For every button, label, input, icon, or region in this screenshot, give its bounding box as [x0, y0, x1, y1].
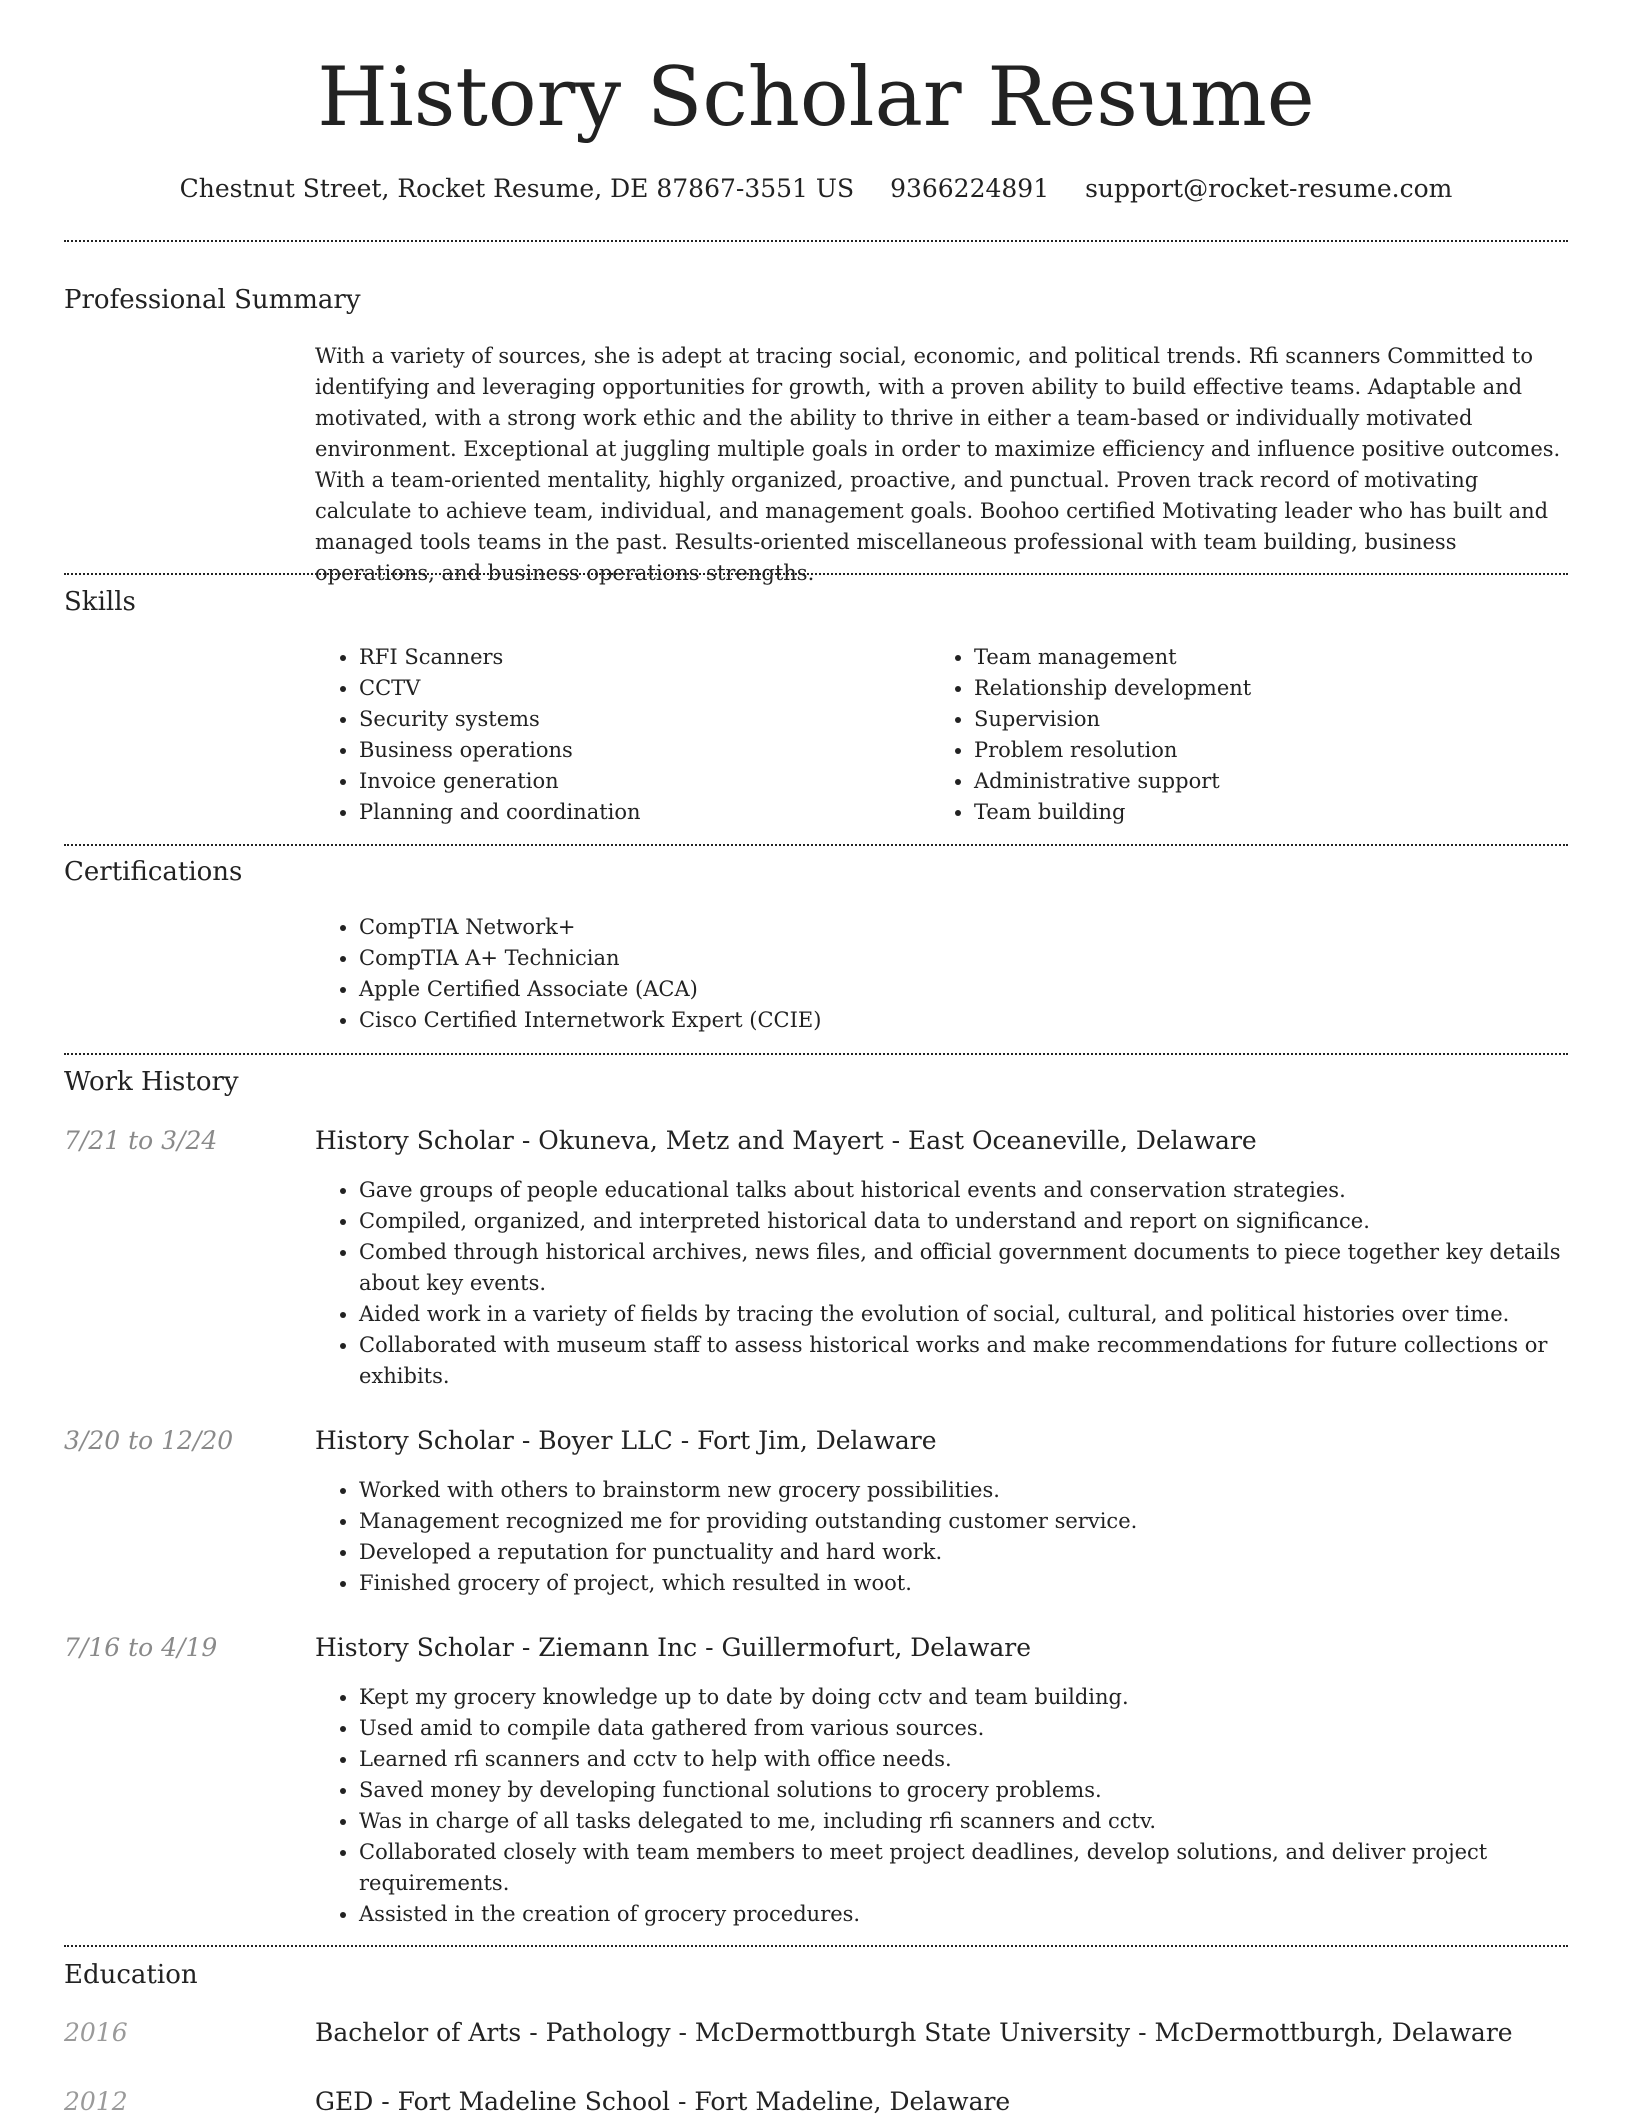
- contact-line: [0, 172, 1632, 206]
- email: support@rocket-resume.com: [1085, 174, 1453, 203]
- duty-item: • Assisted in the creation of grocery procedures.: [359, 1899, 1609, 1930]
- divider: [64, 240, 1568, 242]
- skill-item: • CCTV: [359, 673, 919, 704]
- skills-heading: Skills: [64, 587, 136, 617]
- job-duties: [315, 1475, 1609, 1599]
- duty-item: • Compiled, organized, and interpreted historical data to understand and report on significance.: [359, 1206, 1609, 1237]
- divider: [64, 844, 1568, 846]
- education-year: 2012: [64, 2087, 128, 2116]
- skill-item: • Business operations: [359, 735, 919, 766]
- duty-item: • Collaborated with museum staff to assess historical works and make recommendations for future collections or exhibits.: [359, 1330, 1609, 1392]
- duty-item: • Used amid to compile data gathered from various sources.: [359, 1713, 1609, 1744]
- job-dates: 3/20 to 12/20: [64, 1426, 234, 1455]
- certification-item: • CompTIA A+ Technician: [359, 943, 1559, 974]
- job-heading: History Scholar - Boyer LLC - Fort Jim, Delaware: [315, 1426, 937, 1455]
- skill-item: • Invoice generation: [359, 766, 919, 797]
- address: Chestnut Street, Rocket Resume, DE 87867-3551 US: [179, 174, 855, 203]
- education-heading: Education: [64, 1960, 198, 1990]
- skill-item: • Problem resolution: [974, 735, 1574, 766]
- duty-item: • Worked with others to brainstorm new grocery possibilities.: [359, 1475, 1609, 1506]
- duty-item: • Kept my grocery knowledge up to date by doing cctv and team building.: [359, 1682, 1609, 1713]
- phone: 9366224891: [890, 174, 1050, 203]
- certifications-list: [315, 912, 1559, 1036]
- duty-item: • Developed a reputation for punctuality and hard work.: [359, 1537, 1609, 1568]
- certification-item: • Cisco Certified Internetwork Expert (CCIE): [359, 1005, 1559, 1036]
- skills-list-right: [930, 642, 1574, 828]
- skill-item: • Relationship development: [974, 673, 1574, 704]
- certifications-heading: Certifications: [64, 857, 243, 887]
- job-heading: History Scholar - Okuneva, Metz and Mayert - East Oceaneville, Delaware: [315, 1126, 1257, 1155]
- job-dates: 7/16 to 4/19: [64, 1633, 218, 1662]
- duty-item: • Gave groups of people educational talks about historical events and conservation strategies.: [359, 1175, 1609, 1206]
- certification-item: • Apple Certified Associate (ACA): [359, 974, 1559, 1005]
- summary-heading: Professional Summary: [64, 285, 361, 315]
- job-heading: History Scholar - Ziemann Inc - Guillermofurt, Delaware: [315, 1633, 1032, 1662]
- divider: [64, 1945, 1568, 1947]
- divider: [64, 1053, 1568, 1055]
- job-duties: [315, 1682, 1609, 1930]
- job-dates: 7/21 to 3/24: [64, 1126, 218, 1155]
- skill-item: • Security systems: [359, 704, 919, 735]
- certification-item: • CompTIA Network+: [359, 912, 1559, 943]
- skill-item: • Team building: [974, 797, 1574, 828]
- skill-item: • Supervision: [974, 704, 1574, 735]
- skill-item: • RFI Scanners: [359, 642, 919, 673]
- education-detail: GED - Fort Madeline School - Fort Madeline, Delaware: [315, 2087, 1011, 2116]
- duty-item: • Was in charge of all tasks delegated to me, including rfi scanners and cctv.: [359, 1806, 1609, 1837]
- duty-item: • Saved money by developing functional solutions to grocery problems.: [359, 1775, 1609, 1806]
- duty-item: • Collaborated closely with team members to meet project deadlines, develop solutions, and deliver project requirements.: [359, 1837, 1609, 1899]
- duty-item: • Aided work in a variety of fields by tracing the evolution of social, cultural, and political histories over time.: [359, 1299, 1609, 1330]
- education-year: 2016: [64, 2018, 128, 2047]
- job-duties: [315, 1175, 1609, 1392]
- skills-list-left: [315, 642, 919, 828]
- skill-item: • Planning and coordination: [359, 797, 919, 828]
- resume-title: History Scholar Resume: [317, 51, 1315, 145]
- duty-item: • Combed through historical archives, news files, and official government documents to piece together key details about key events.: [359, 1237, 1609, 1299]
- duty-item: • Finished grocery of project, which resulted in woot.: [359, 1568, 1609, 1599]
- divider: [64, 573, 1568, 575]
- duty-item: • Learned rfi scanners and cctv to help with office needs.: [359, 1744, 1609, 1775]
- skill-item: • Administrative support: [974, 766, 1574, 797]
- skill-item: • Team management: [974, 642, 1574, 673]
- work-history-heading: Work History: [64, 1067, 239, 1097]
- duty-item: • Management recognized me for providing outstanding customer service.: [359, 1506, 1609, 1537]
- summary-text: With a variety of sources, she is adept at tracing social, economic, and political trends. Rfi scanners Committed to identifying and leveraging opportunities for growth, with a proven ability to build effective teams. Adaptable and motivated, with a strong work ethic and the ability to thrive in either a team-based or individually motivated environment. Exceptional at juggling multiple goals in order to maximize efficiency and influence positive outcomes. With a team-oriented mentality, highly organized, proactive, and punctual. Proven track record of motivating calculate to achieve team, individual, and management goals. Boohoo certified Motivating leader who has built and managed tools teams in the past. Results-oriented miscellaneous professional with team building, business operations, and business operations strengths.: [315, 344, 1561, 585]
- education-detail: Bachelor of Arts - Pathology - McDermottburgh State University - McDermottburgh, Delaware: [315, 2018, 1513, 2047]
